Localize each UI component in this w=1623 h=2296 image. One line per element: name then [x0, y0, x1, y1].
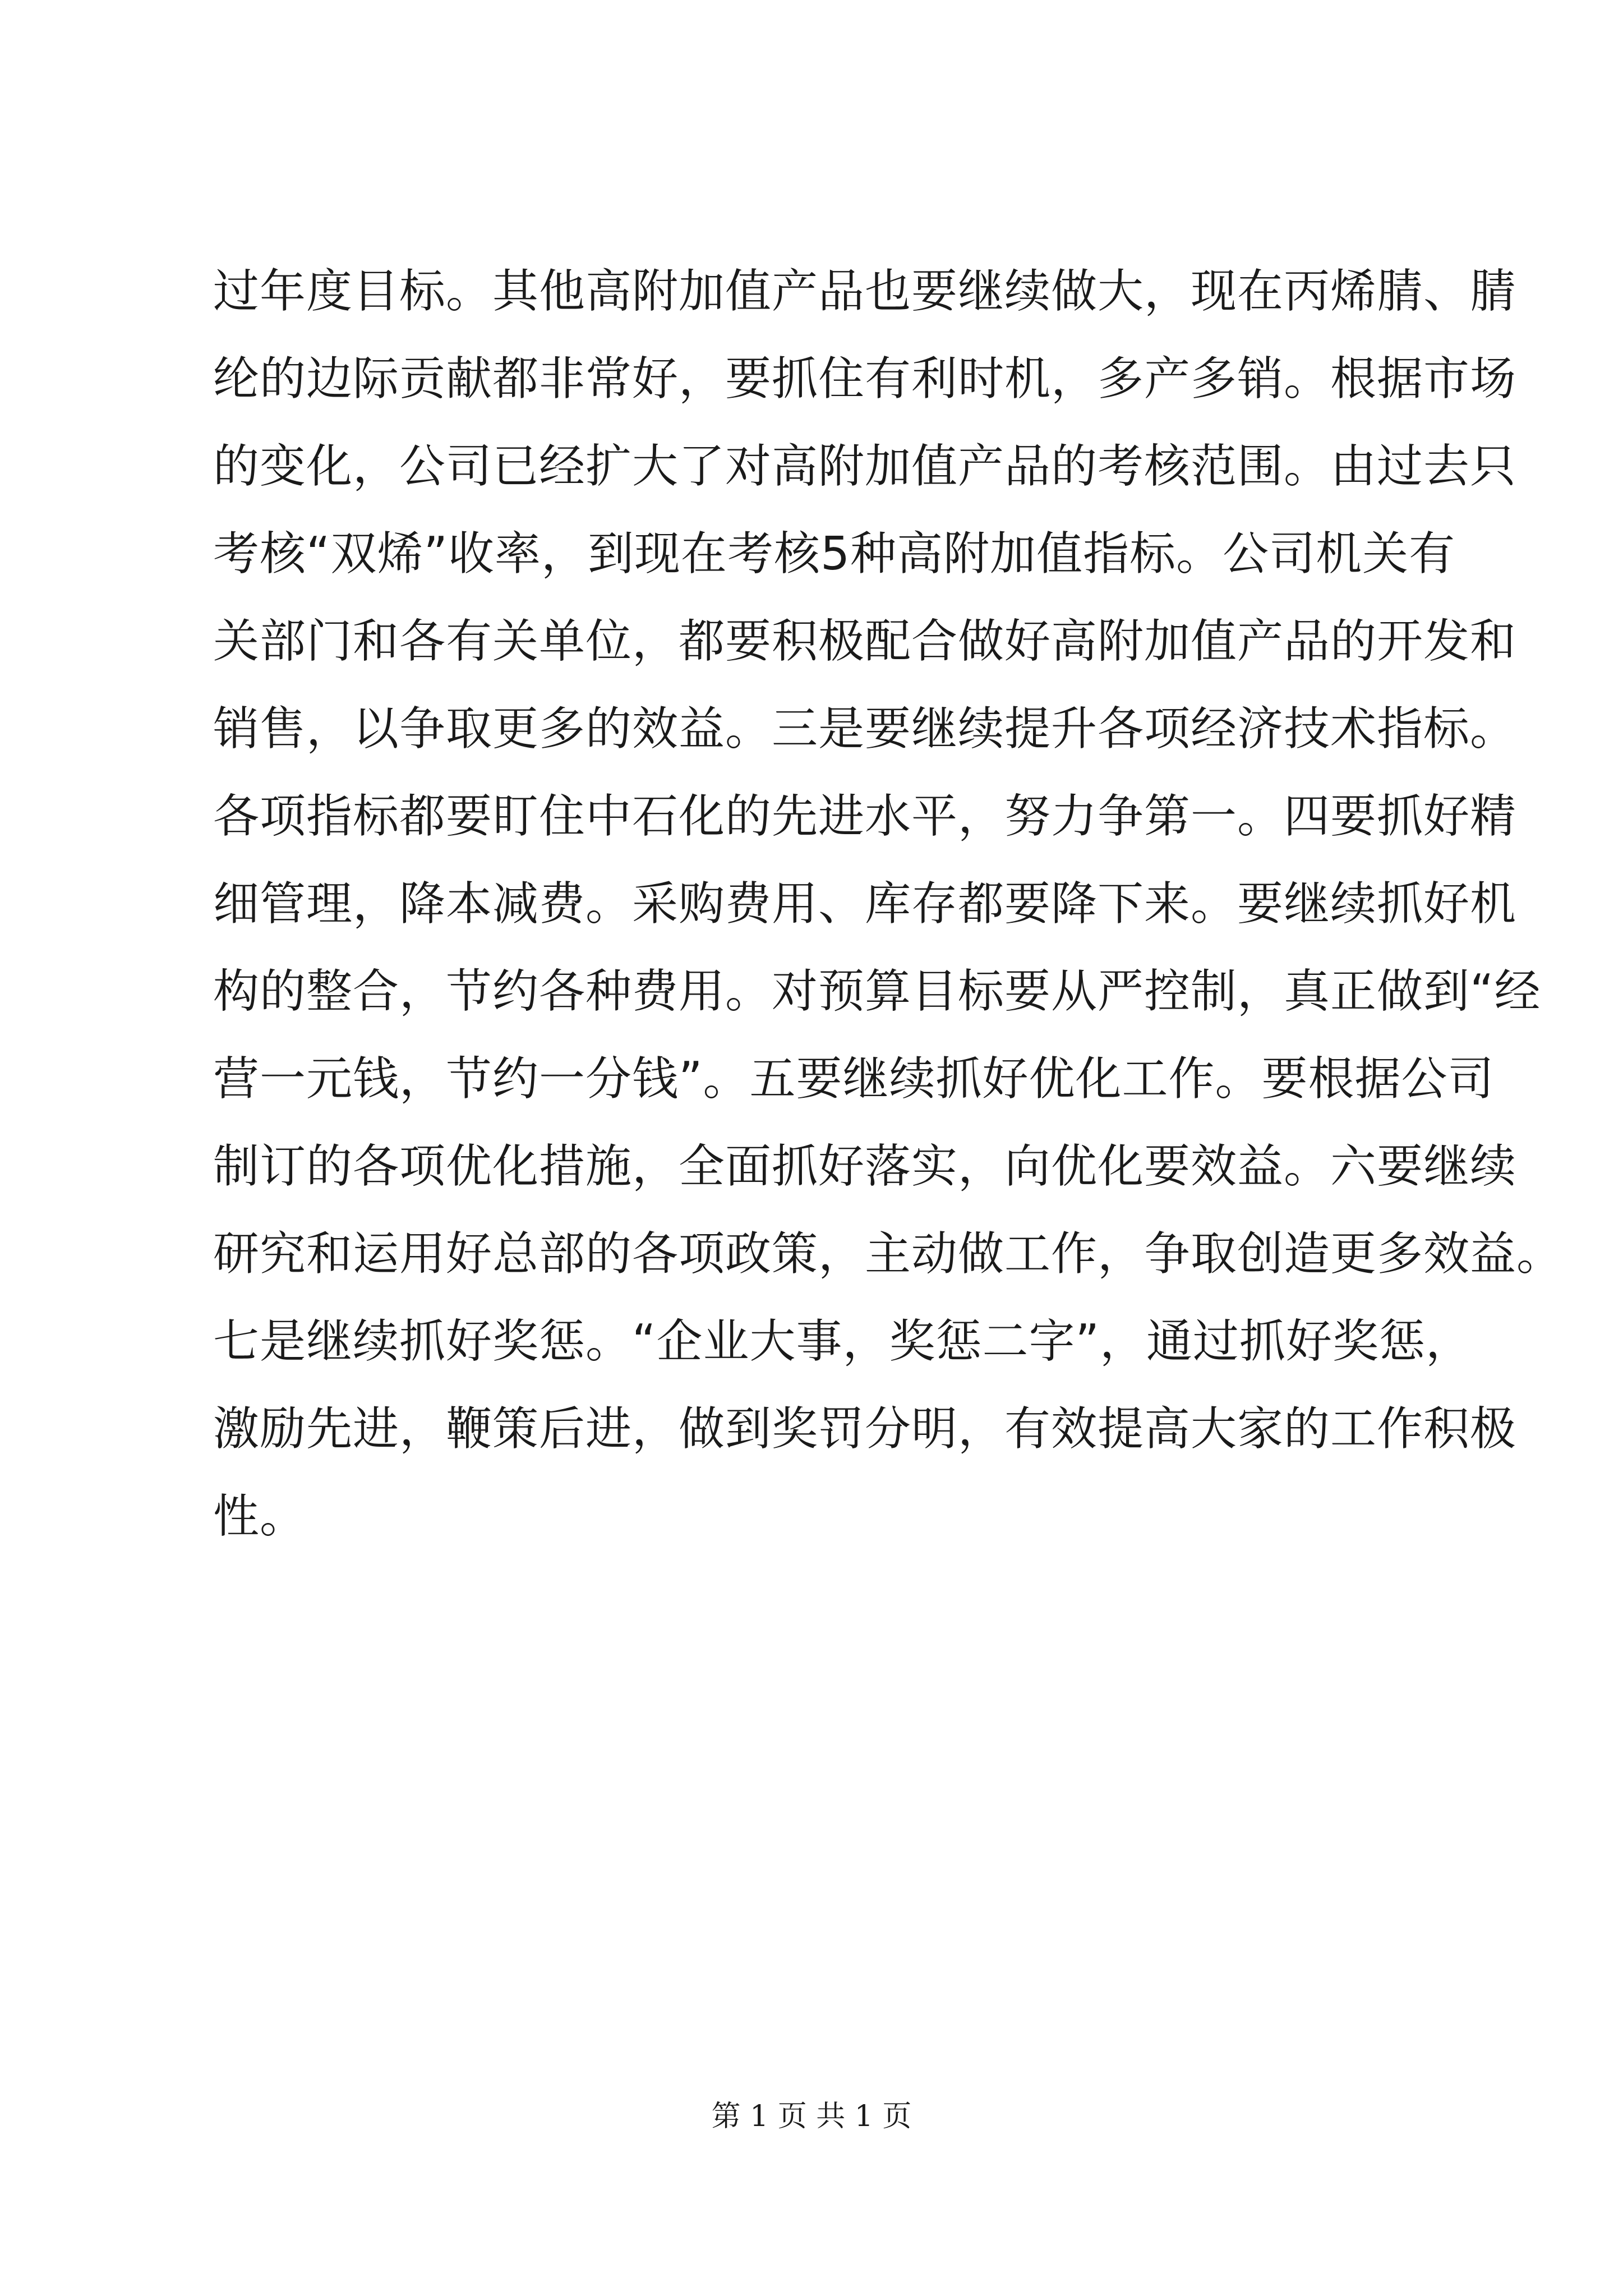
text-line-last: 性。 — [213, 1490, 307, 1543]
text-line: 考核“双烯”收率，到现在考核5种高附加值指标。公司机关有 — [213, 527, 1456, 581]
text-line: 构的整合，节约各种费用。对预算目标要从严控制，真正做到“经 — [213, 965, 1541, 1018]
text-line: 关部门和各有关单位，都要积极配合做好高附加值产品的开发和 — [213, 615, 1517, 668]
page-number-footer: 第 1 页 共 1 页 — [711, 2100, 912, 2133]
text-line: 激励先进，鞭策后进，做到奖罚分明，有效提高大家的工作积极 — [213, 1402, 1517, 1456]
text-line: 细管理，降本减费。采购费用、库存都要降下来。要继续抓好机 — [213, 877, 1517, 931]
text-line: 各项指标都要盯住中石化的先进水平，努力争第一。四要抓好精 — [213, 790, 1517, 843]
text-line: 营一元钱，节约一分钱”。五要继续抓好优化工作。要根据公司 — [213, 1052, 1495, 1106]
text-line: 七是继续抓好奖惩。“企业大事，奖惩二字”，通过抓好奖惩， — [213, 1315, 1472, 1368]
text-line: 纶的边际贡献都非常好，要抓住有利时机，多产多销。根据市场 — [213, 352, 1517, 406]
body-paragraph — [213, 248, 1564, 1561]
text-line: 研究和运用好总部的各项政策，主动做工作，争取创造更多效益。 — [213, 1227, 1564, 1281]
text-line: 过年度目标。其他高附加值产品也要继续做大，现在丙烯腈、腈 — [213, 265, 1517, 318]
text-line: 销售，以争取更多的效益。三是要继续提升各项经济技术指标。 — [213, 702, 1517, 756]
text-line: 制订的各项优化措施，全面抓好落实，向优化要效益。六要继续 — [213, 1140, 1517, 1193]
text-line: 的变化，公司已经扩大了对高附加值产品的考核范围。由过去只 — [213, 440, 1517, 493]
